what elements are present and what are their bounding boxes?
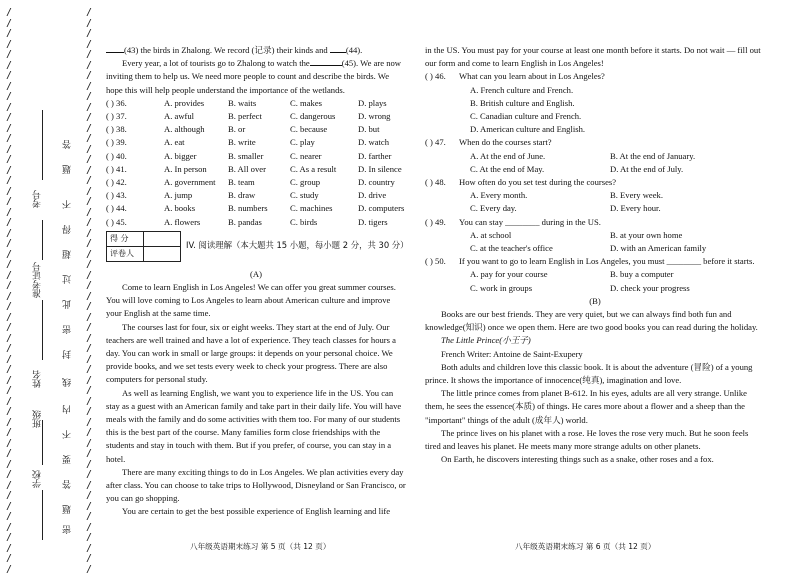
option-number: ( ) 40.	[106, 150, 127, 161]
question-text: When do the courses start?	[459, 137, 552, 148]
field-ticket-no-label: 准考证号	[32, 262, 42, 298]
option-number: ( ) 36.	[106, 97, 127, 108]
option[interactable]: B. At the end of January.	[610, 150, 696, 161]
blank-43[interactable]	[106, 52, 124, 53]
option-b: B. write	[228, 137, 256, 148]
passage-paragraph: The little prince comes from planet B-612. In his eyes, adults are all very strange. Unlike them, he sees the essence(本质) of things. He cares more about a flower and a sheep than the "important" things of the adult (成年人) world.	[425, 388, 747, 425]
question-48	[425, 176, 765, 216]
cloze-intro-line	[106, 44, 406, 57]
passage-paragraph: As well as learning English, we want you to experience life in the US. You can stay as a guest with an American family and take part in their daily life. You will have meals with the family and do some activities with them too. For many of our students this is the best part of the course. Many families form close friendships with the students and stay in touch with them. But if you prefer, of course, you can stay in a hotel.	[106, 387, 402, 464]
option-b: B. draw	[228, 190, 256, 201]
option-d: D. drive	[358, 190, 387, 201]
option-d: D. watch	[358, 137, 390, 148]
passage-paragraph: On Earth, he discovers interesting things such as a snake, other roses and a fox.	[441, 454, 714, 465]
option[interactable]: A. At the end of June.	[470, 150, 546, 161]
seal-char: 此	[62, 300, 72, 309]
option[interactable]: C. work in groups	[470, 282, 533, 293]
answer-bracket: ( ) 47.	[425, 137, 446, 148]
field-exam-no-line[interactable]	[42, 110, 43, 180]
option[interactable]: D. At the end of July.	[610, 163, 684, 174]
seal-char: 要	[62, 455, 72, 464]
option-row[interactable]	[106, 150, 406, 163]
field-ticket-no-line[interactable]	[42, 220, 43, 260]
book-writer: French Writer: Antoine de Saint-Exupery	[441, 348, 583, 359]
question-stem[interactable]	[425, 70, 765, 83]
score-table	[106, 231, 181, 262]
option-c: C. because	[290, 124, 328, 135]
option-d: D. country	[358, 176, 395, 187]
option-number: ( ) 43.	[106, 190, 127, 201]
seal-char: 答	[62, 140, 72, 149]
passage-paragraph: The courses last for four, six or eight weeks. They start at the end of July. Our teachers are well trained and have a lot of experience. They teach classes for hours a day. You can work in small or large groups: it depends on your personal choice. We provide books, and we set tests every week to check your progress. There are also computers for personal study.	[106, 321, 396, 385]
option-row[interactable]	[106, 189, 406, 202]
question-50	[425, 255, 765, 295]
option-d: D. computers	[358, 203, 405, 214]
option-b: B. pandas	[228, 216, 262, 227]
option-b: B. smaller	[228, 150, 264, 161]
score-cell[interactable]	[144, 231, 181, 246]
question-46	[425, 70, 765, 136]
field-school-label: 学校	[32, 470, 42, 488]
answer-bracket: ( ) 50.	[425, 256, 446, 267]
option[interactable]: C. At the end of May.	[470, 163, 545, 174]
option-a: A. awful	[164, 111, 195, 121]
passage-b-label: (B)	[589, 295, 601, 306]
option-row[interactable]	[106, 216, 406, 229]
seal-char: 过	[62, 275, 72, 284]
seal-char: 密	[62, 525, 72, 534]
seal-char: 密	[62, 325, 72, 334]
option-b: B. All over	[228, 163, 266, 174]
option[interactable]: B. British culture and English.	[470, 97, 575, 108]
option[interactable]: D. with an American family	[610, 243, 707, 254]
option-b: B. waits	[228, 97, 257, 108]
option-a: A. flowers	[164, 216, 201, 227]
option-b: B. numbers	[228, 203, 268, 214]
option-d: D. plays	[358, 97, 387, 108]
option-b: B. perfect	[228, 111, 262, 121]
option-b: B. team	[228, 176, 255, 187]
book-title: The Little Prince(小王子)	[441, 335, 531, 346]
field-class-line[interactable]	[42, 420, 43, 465]
seal-char: 不	[62, 430, 72, 439]
option-c: C. nearer	[290, 150, 322, 161]
answer-bracket: ( ) 46.	[425, 71, 446, 82]
right-column	[425, 44, 765, 467]
cloze-text: Every year, a lot of tourists go to Zhalong to watch the	[122, 58, 310, 69]
option-number: ( ) 37.	[106, 111, 127, 121]
option-number: ( ) 41.	[106, 163, 127, 174]
cut-line-right: / / / / / / / / / / / / / / / / / / / / / / / / / / / / / / / / / / / / / / / / / / / / / / / / / / / / / /	[86, 7, 93, 575]
seal-char: 答	[62, 480, 72, 489]
passage-paragraph: There are many exciting things to do in Los Angeles. We plan activities every day after class. You can choose to take trips to Hollywood, Disneyland or San Francisco, or you can go shopping.	[106, 466, 406, 504]
page-footer-right: 八年级英语期末练习 第 6 页（共 12 页）	[515, 542, 656, 551]
option-row[interactable]	[106, 123, 406, 136]
option-c: C. As a result	[290, 163, 337, 174]
page-footer-left: 八年级英语期末练习 第 5 页（共 12 页）	[190, 542, 331, 551]
passage-paragraph: Come to learn English in Los Angeles! We can offer you great summer courses. You will love coming to Los Angeles to learn about American culture and improve your English at the same time.	[106, 281, 396, 319]
option-a: A. jump	[164, 190, 193, 201]
option-d: D. but	[358, 124, 380, 135]
option-a: A. books	[164, 203, 196, 214]
option-number: ( ) 38.	[106, 124, 127, 135]
seal-char: 题	[62, 165, 72, 174]
field-exam-no-label: 考号	[32, 190, 42, 208]
cloze-options	[106, 97, 406, 229]
option-a: A. government	[164, 176, 216, 187]
option-row[interactable]	[106, 202, 406, 215]
option-c: C. makes	[290, 97, 322, 108]
field-school-line[interactable]	[42, 490, 43, 540]
answer-bracket: ( ) 48.	[425, 177, 446, 188]
grader-label: 评卷人	[107, 246, 144, 261]
option-a: A. eat	[164, 137, 185, 148]
option[interactable]: B. buy a computer	[610, 269, 674, 280]
option-c: C. study	[290, 190, 319, 201]
grader-cell[interactable]	[144, 246, 181, 261]
option[interactable]: A. Every month.	[470, 190, 528, 201]
option[interactable]: B. Every week.	[610, 190, 663, 201]
option-c: C. play	[290, 137, 315, 148]
option-b: B. or	[228, 124, 246, 135]
cloze-text: (43) the birds in Zhalong. We record (记录) their kinds and	[124, 45, 328, 55]
option-a: A. although	[164, 124, 205, 135]
option-c: C. dangerous	[290, 111, 336, 121]
option[interactable]: C. Every day.	[470, 203, 517, 214]
option-number: ( ) 42.	[106, 176, 127, 187]
seal-char: 不	[62, 200, 72, 209]
option[interactable]: B. at your own home	[610, 229, 683, 240]
seal-char: 线	[62, 378, 72, 387]
field-name-label: 姓名	[32, 370, 42, 388]
option[interactable]: C. Canadian culture and French.	[470, 111, 582, 122]
question-47	[425, 136, 765, 176]
passage-a-label: (A)	[250, 268, 262, 279]
option[interactable]: A. French culture and French.	[470, 84, 574, 95]
option[interactable]: A. at school	[470, 229, 512, 240]
question-text: How often do you set test during the courses?	[459, 177, 617, 188]
binding-margin	[0, 0, 100, 575]
option-number: ( ) 45.	[106, 216, 127, 227]
option[interactable]: D. Every hour.	[610, 203, 661, 214]
question-text: What can you learn about in Los Angeles?	[459, 71, 605, 82]
option-row[interactable]	[106, 110, 406, 123]
question-49	[425, 216, 765, 256]
blank-44[interactable]	[330, 52, 346, 53]
passage-paragraph: Both adults and children love this classic book. It is about the adventure (冒险) of a young prince. It shows the importance of innocence(纯真), imagination and love.	[425, 361, 753, 386]
question-stem[interactable]	[425, 216, 765, 229]
option-number: ( ) 39.	[106, 137, 127, 148]
option-row[interactable]	[106, 163, 406, 176]
seal-char: 内	[62, 405, 72, 414]
cloze-paragraph	[106, 57, 406, 97]
option-d: D. tigers	[358, 216, 388, 227]
passage-paragraph: The prince lives on his planet with a rose. He loves the rose very much. But he soon feels tired and leaves his planet. He meets many more strange adults on other planets.	[425, 427, 749, 452]
option-d: D. wrong	[358, 111, 391, 121]
blank-45[interactable]	[310, 65, 342, 66]
option[interactable]: A. pay for your course	[470, 269, 548, 280]
cloze-text: (45). We are now inviting them to help us. We need more people to count and describe the birds. We hope this will help people understand the importance of the wetlands.	[106, 58, 402, 95]
cut-line-left: / / / / / / / / / / / / / / / / / / / / / / / / / / / / / / / / / / / / / / / / / / / / / / / / / / / / / /	[6, 7, 13, 575]
section-header	[106, 231, 409, 265]
question-stem[interactable]	[425, 255, 765, 268]
answer-bracket: ( ) 49.	[425, 216, 446, 227]
question-stem[interactable]	[425, 136, 765, 149]
question-stem[interactable]	[425, 176, 765, 189]
option-c: C. machines	[290, 203, 333, 214]
option-c: C. group	[290, 176, 321, 187]
option-a: A. bigger	[164, 150, 197, 161]
passage-continuation: in the US. You must pay for your course at least one month before it starts. Do not wait — fill out our form and come to learn English in Los Angeles!	[425, 45, 761, 69]
option[interactable]: D. check your progress	[610, 282, 690, 293]
question-text: If you want to go to learn English in Los Angeles, you must ________ before it starts.	[459, 256, 755, 267]
section-title: IV. 阅读理解（本大题共 15 小题，每小题 2 分，共 30 分）	[186, 239, 409, 250]
option[interactable]: C. at the teacher's office	[470, 243, 553, 254]
option-row[interactable]	[106, 176, 406, 189]
field-name-line[interactable]	[42, 300, 43, 360]
score-label: 得 分	[107, 231, 144, 246]
seal-char: 超	[62, 250, 72, 259]
option-c: C. birds	[290, 216, 318, 227]
option-a: A. In person	[164, 163, 207, 174]
option-d: D. farther	[358, 150, 392, 161]
left-column	[106, 44, 409, 519]
option[interactable]: D. American culture and English.	[470, 124, 586, 135]
field-class-label: 班级	[32, 410, 42, 428]
option-number: ( ) 44.	[106, 203, 127, 214]
seal-char: 题	[62, 505, 72, 514]
question-text: You can stay ________ during in the US.	[459, 216, 601, 227]
option-row[interactable]	[106, 136, 406, 149]
seal-char: 得	[62, 225, 72, 234]
passage-paragraph: Books are our best friends. They are very quiet, but we can always find both fun and knowledge(知识) once we open them. Here are two good books you can read during the holiday.	[425, 309, 758, 333]
option-row[interactable]	[106, 97, 406, 110]
option-d: D. In silence	[358, 163, 402, 174]
cloze-text: (44).	[345, 45, 363, 55]
option-a: A. provides	[164, 97, 205, 108]
passage-paragraph: You are certain to get the best possible experience of English learning and life	[122, 506, 391, 517]
seal-char: 封	[62, 350, 72, 359]
